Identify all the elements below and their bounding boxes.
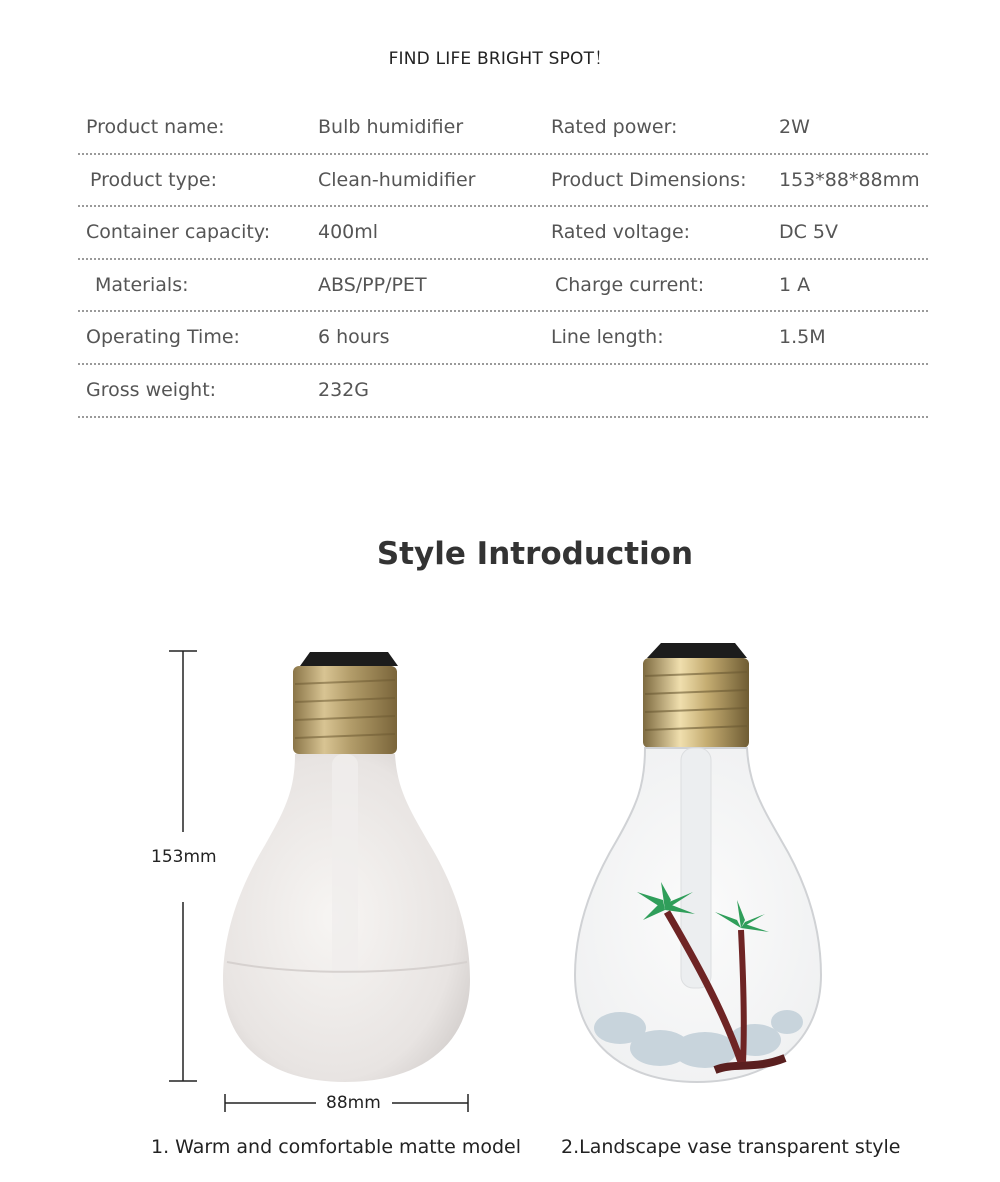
- spec-value: DC 5V: [779, 221, 839, 244]
- transparent-bulb-image: [565, 630, 835, 1090]
- spec-value: 400ml: [318, 221, 379, 244]
- spec-label: Line length:: [551, 326, 664, 349]
- spec-label: Container capacity:: [86, 221, 271, 244]
- spec-value: ABS/PP/PET: [318, 273, 427, 296]
- spec-label: Product Dimensions:: [551, 168, 747, 191]
- spec-value: 1.5M: [779, 326, 826, 349]
- spec-label: Charge current:: [555, 273, 705, 296]
- spec-value: 153*88*88mm: [779, 168, 920, 191]
- matte-bulb-image: [215, 640, 485, 1090]
- width-dimension-label: 88mm: [326, 1093, 381, 1113]
- spec-value: 1 A: [779, 273, 811, 296]
- spec-label: Rated voltage:: [551, 221, 691, 244]
- spec-label: Gross weight:: [86, 378, 217, 401]
- height-dimension-label: 153mm: [151, 847, 217, 867]
- spec-value: 232G: [318, 378, 369, 401]
- section-title: Style Introduction: [376, 536, 694, 572]
- spec-label: Operating Time:: [86, 326, 240, 349]
- caption-matte-model: 1. Warm and comfortable matte model: [151, 1136, 521, 1158]
- spec-label: Product type:: [90, 168, 218, 191]
- spec-label: Product name:: [86, 116, 225, 138]
- tagline: FIND LIFE BRIGHT SPOT！: [388, 49, 612, 69]
- spec-value: Bulb humidifier: [318, 116, 464, 138]
- spec-label: Rated power:: [551, 116, 678, 138]
- spec-label: Materials:: [95, 273, 189, 296]
- caption-transparent-style: 2.Landscape vase transparent style: [561, 1136, 901, 1158]
- spec-value: 2W: [779, 116, 810, 138]
- spec-value: 6 hours: [318, 326, 390, 349]
- spec-value: Clean-humidifier: [318, 168, 476, 191]
